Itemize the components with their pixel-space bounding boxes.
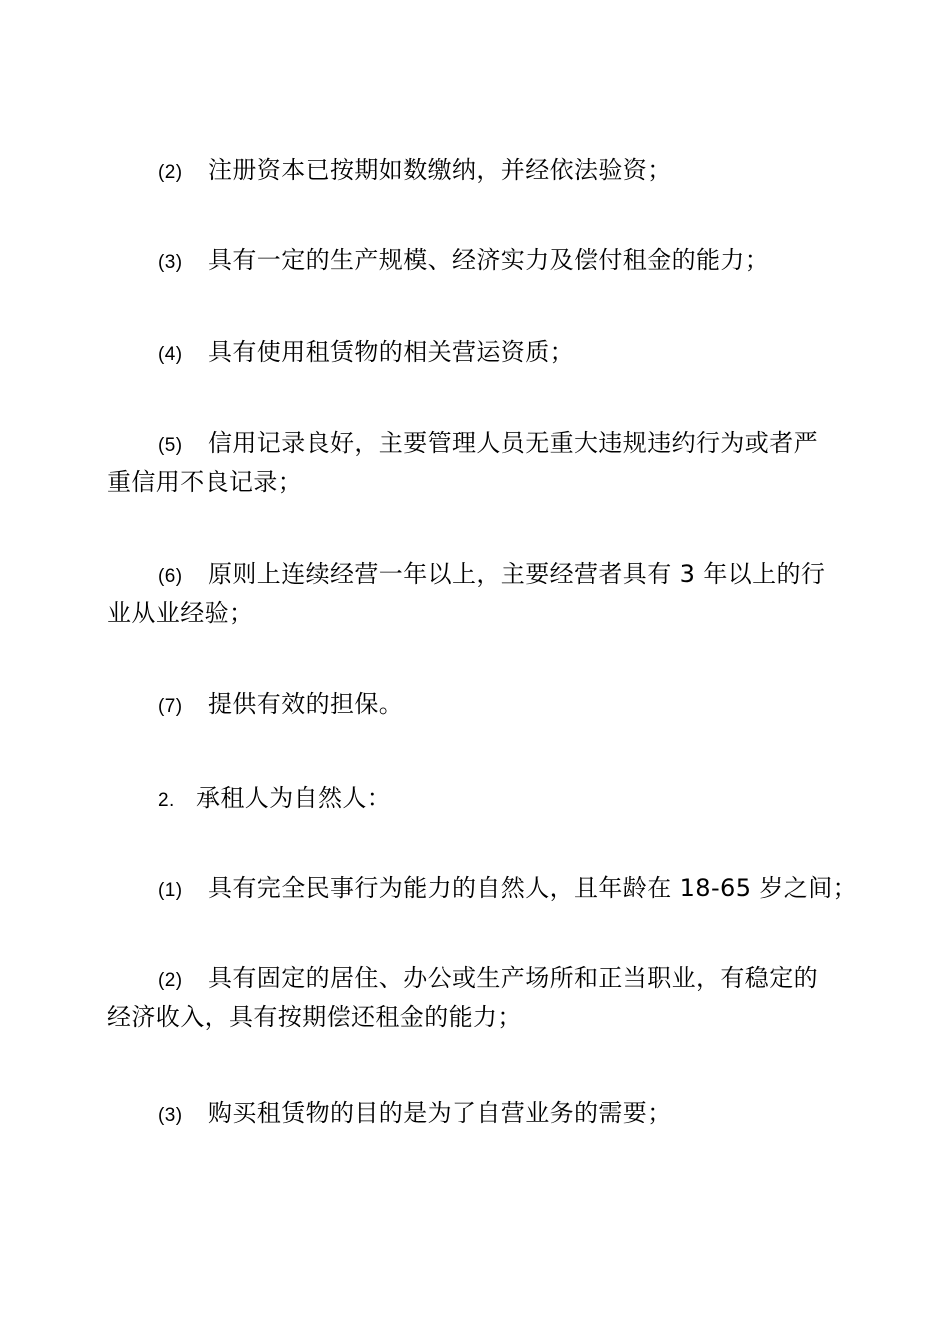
paragraph-item-2b <box>107 960 829 1036</box>
item-number: (2) <box>158 162 183 183</box>
paragraph-first-line <box>107 425 829 464</box>
paragraph-first-line <box>107 334 829 373</box>
paragraph-text: 具有一定的生产规模、经济实力及偿付租金的能力； <box>208 246 770 274</box>
paragraph-item-3b <box>107 1095 829 1134</box>
item-number: (4) <box>158 344 183 365</box>
item-number: (5) <box>158 435 183 456</box>
paragraph-continuation: 重信用不良记录； <box>107 468 303 496</box>
paragraph-text: 信用记录良好，主要管理人员无重大违规违约行为或者严 <box>208 429 818 457</box>
paragraph-first-line <box>107 870 857 909</box>
paragraph-text: 注册资本已按期如数缴纳，并经依法验资； <box>208 156 672 184</box>
paragraph-item-4 <box>107 334 829 373</box>
paragraph-first-line <box>107 686 829 725</box>
item-number: (7) <box>158 696 183 717</box>
paragraph-text: 提供有效的担保。 <box>208 690 404 718</box>
paragraph-item-2 <box>107 152 829 191</box>
paragraph-text: 原则上连续经营一年以上，主要经营者具有 3 年以上的行 <box>208 560 826 588</box>
paragraph-item-7 <box>107 686 829 725</box>
paragraph-item-3 <box>107 242 829 281</box>
paragraph-first-line <box>107 152 829 191</box>
paragraph-continuation: 经济收入，具有按期偿还租金的能力； <box>107 1003 522 1031</box>
paragraph-first-line <box>107 1095 829 1134</box>
paragraph-first-line <box>107 242 829 281</box>
item-number: (3) <box>158 1105 183 1126</box>
paragraph-first-line <box>107 780 829 819</box>
paragraph-text: 具有使用租赁物的相关营运资质； <box>208 338 574 366</box>
paragraph-item-6 <box>107 556 829 632</box>
item-number: (2) <box>158 970 183 991</box>
item-number: (1) <box>158 880 183 901</box>
section-heading-natural-person <box>107 780 829 819</box>
paragraph-first-line <box>107 556 829 595</box>
paragraph-text: 购买租赁物的目的是为了自营业务的需要； <box>208 1099 672 1127</box>
section-number: 2. <box>158 790 175 811</box>
section-heading-text: 承租人为自然人： <box>196 784 392 812</box>
paragraph-continuation: 业从业经验； <box>107 599 254 627</box>
item-number: (3) <box>158 252 183 273</box>
paragraph-text: 具有完全民事行为能力的自然人，且年龄在 18-65 岁之间； <box>208 874 857 902</box>
paragraph-first-line <box>107 960 829 999</box>
paragraph-item-1 <box>107 870 857 909</box>
paragraph-text: 具有固定的居住、办公或生产场所和正当职业，有稳定的 <box>208 964 818 992</box>
item-number: (6) <box>158 566 183 587</box>
paragraph-item-5 <box>107 425 829 501</box>
